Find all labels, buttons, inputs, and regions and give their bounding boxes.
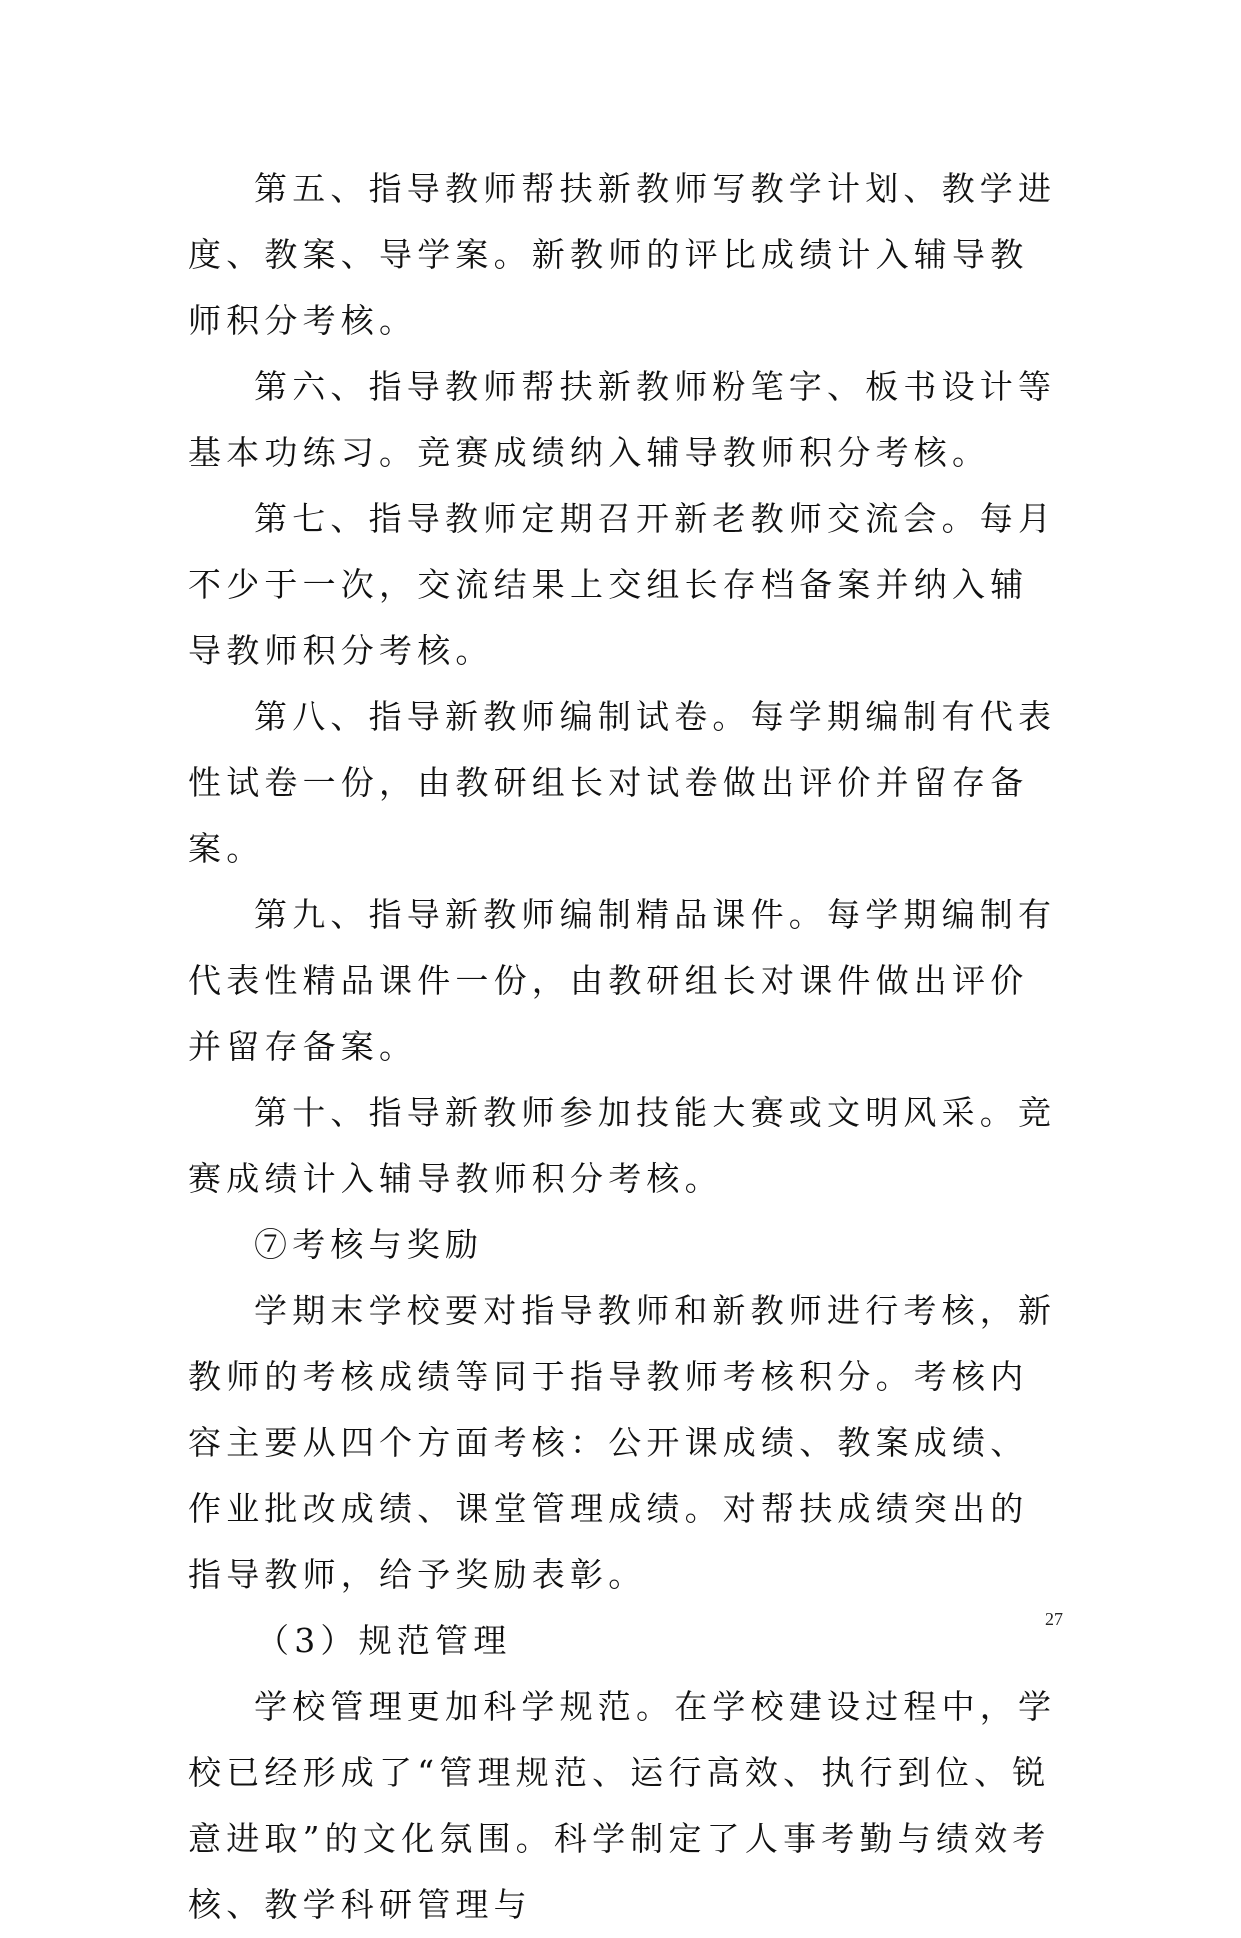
paragraph-item-6: 第六、指导教师帮扶新教师粉笔字、板书设计等基本功练习。竞赛成绩纳入辅导教师积分考核。 [188, 367, 1057, 472]
paragraph-item-5: 第五、指导教师帮扶新教师写教学计划、教学进度、教案、导学案。新教师的评比成绩计入辅导教师积分考核。 [188, 169, 1057, 340]
section-heading-assessment: ⑦考核与奖励 [254, 1225, 484, 1264]
paragraph-management: 学校管理更加科学规范。在学校建设过程中，学校已经形成了“管理规范、运行高效、执行到位、锐意进取”的文化氛围。科学制定了人事考勤与绩效考核、教学科研管理与 [188, 1687, 1057, 1924]
paragraph-item-10: 第十、指导新教师参加技能大赛或文明风采。竞赛成绩计入辅导教师积分考核。 [188, 1093, 1057, 1198]
section-heading-management: （3）规范管理 [256, 1621, 512, 1660]
paragraph-item-9: 第九、指导新教师编制精品课件。每学期编制有代表性精品课件一份，由教研组长对课件做出评价并留存备案。 [188, 895, 1057, 1066]
page-body [188, 156, 1058, 1938]
paragraph-assessment: 学期末学校要对指导教师和新教师进行考核，新教师的考核成绩等同于指导教师考核积分。考核内容主要从四个方面考核：公开课成绩、教案成绩、作业批改成绩、课堂管理成绩。对帮扶成绩突出的指导教师，给予奖励表彰。 [188, 1291, 1057, 1594]
page-number: 27 [1045, 1609, 1063, 1629]
paragraph-item-7: 第七、指导教师定期召开新老教师交流会。每月不少于一次，交流结果上交组长存档备案并纳入辅导教师积分考核。 [188, 499, 1057, 670]
paragraph-item-8: 第八、指导新教师编制试卷。每学期编制有代表性试卷一份，由教研组长对试卷做出评价并留存备案。 [188, 697, 1057, 868]
